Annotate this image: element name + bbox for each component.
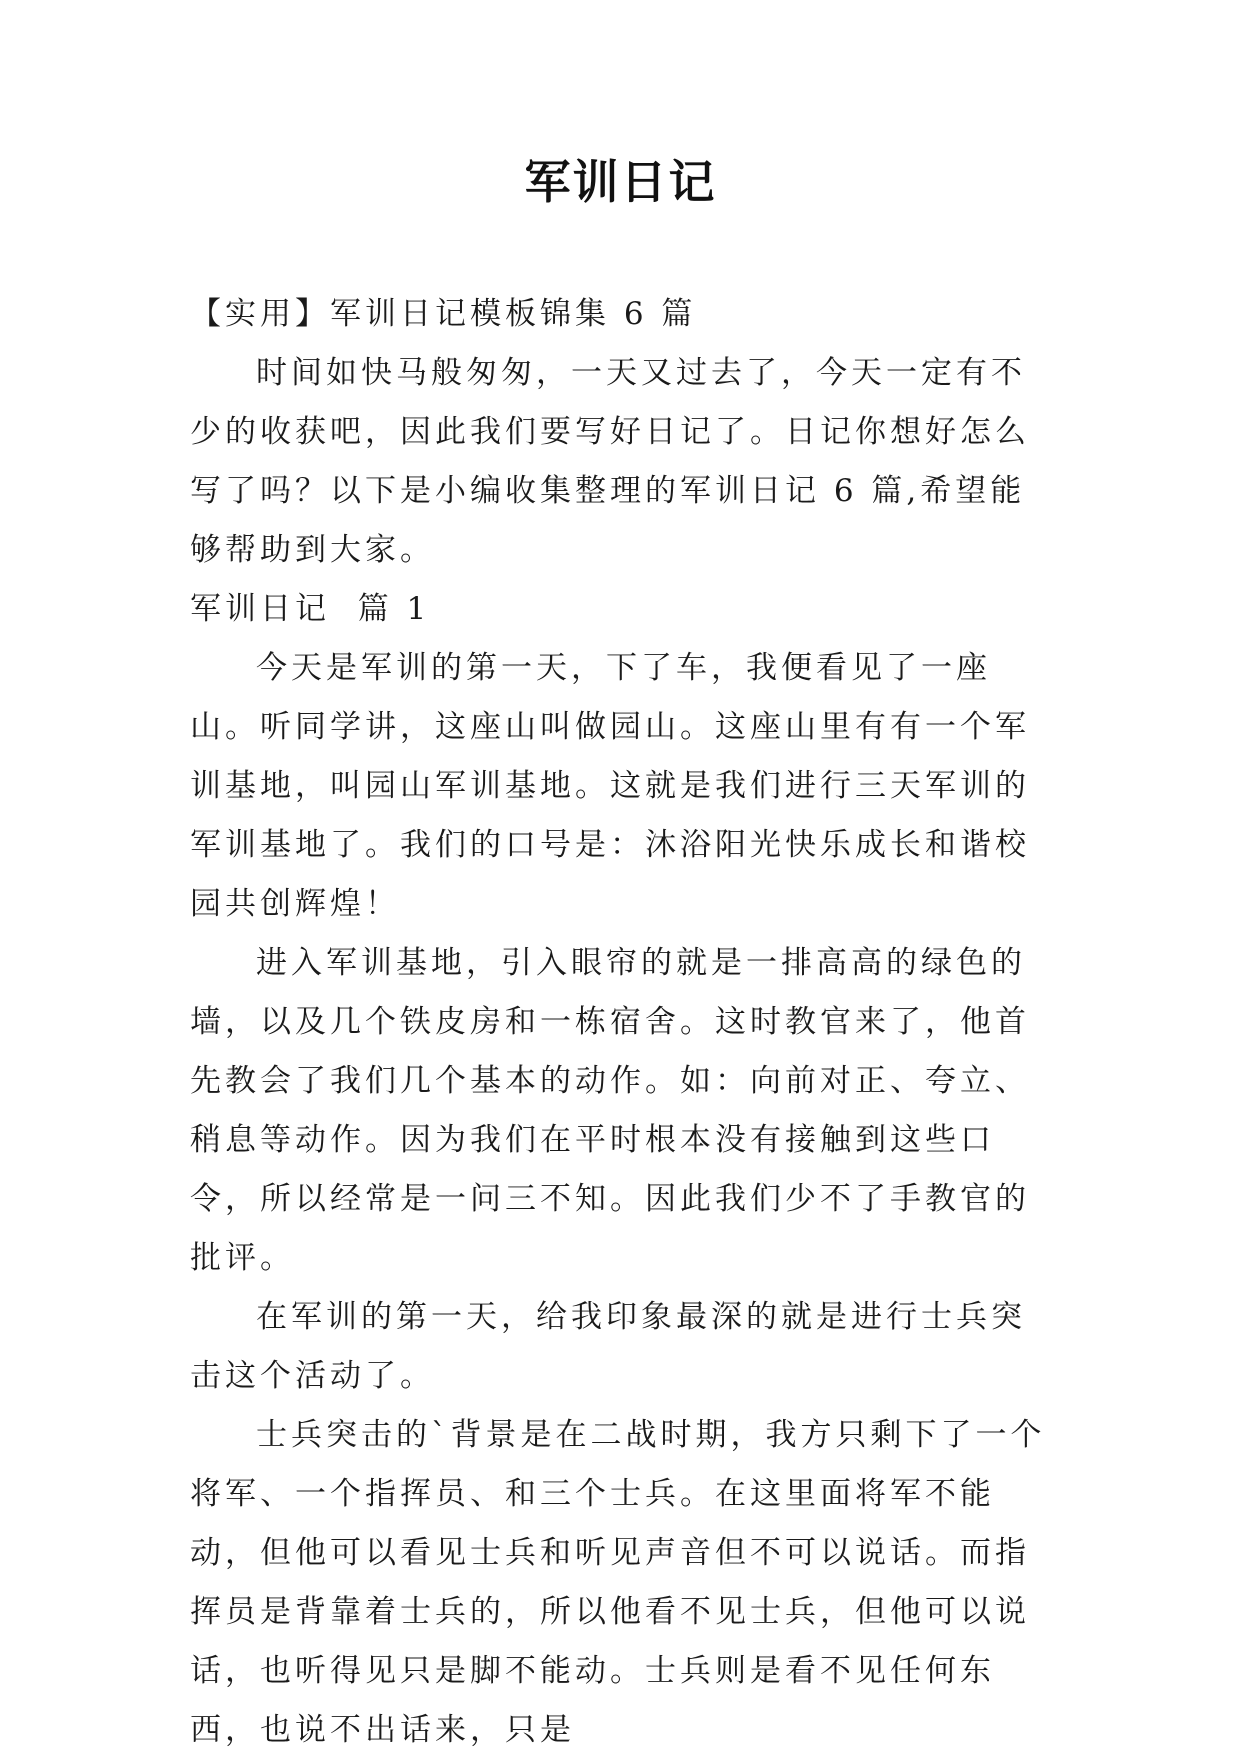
section-1 xyxy=(190,580,1050,1760)
intro-paragraph: 时间如快马般匆匆，一天又过去了，今天一定有不少的收获吧，因此我们要写好日记了。日记你想好怎么写了吗？以下是小编收集整理的军训日记 6 篇,希望能够帮助到大家。 xyxy=(190,355,1030,568)
intro-block xyxy=(190,285,1050,580)
section-heading: 军训日记 篇 1 xyxy=(190,591,431,627)
document-subtitle: 【实用】军训日记模板锦集 6 篇 xyxy=(190,296,697,332)
body-paragraph-4: 士兵突击的`背景是在二战时期，我方只剩下了一个将军、一个指挥员、和三个士兵。在这里面将军不能动，但他可以看见士兵和听见声音但不可以说话。而指挥员是背靠着士兵的，所以他看不见士兵，但他可以说话，也听得见只是脚不能动。士兵则是看不见任何东西，也说不出话来，只是 xyxy=(190,1417,1046,1748)
body-paragraph-3: 在军训的第一天，给我印象最深的就是进行士兵突击这个活动了。 xyxy=(190,1299,1026,1394)
body-paragraph-2: 进入军训基地，引入眼帘的就是一排高高的绿色的墙，以及几个铁皮房和一栋宿舍。这时教官来了，他首先教会了我们几个基本的动作。如：向前对正、夸立、稍息等动作。因为我们在平时根本没有接触到这些口令，所以经常是一问三不知。因此我们少不了手教官的批评。 xyxy=(190,945,1030,1276)
document-title: 军训日记 xyxy=(524,155,717,209)
body-paragraph-1: 今天是军训的第一天，下了车，我便看见了一座山。听同学讲，这座山叫做园山。这座山里有有一个军训基地，叫园山军训基地。这就是我们进行三天军训的军训基地了。我们的口号是：沐浴阳光快乐成长和谐校园共创辉煌！ xyxy=(190,650,1030,922)
